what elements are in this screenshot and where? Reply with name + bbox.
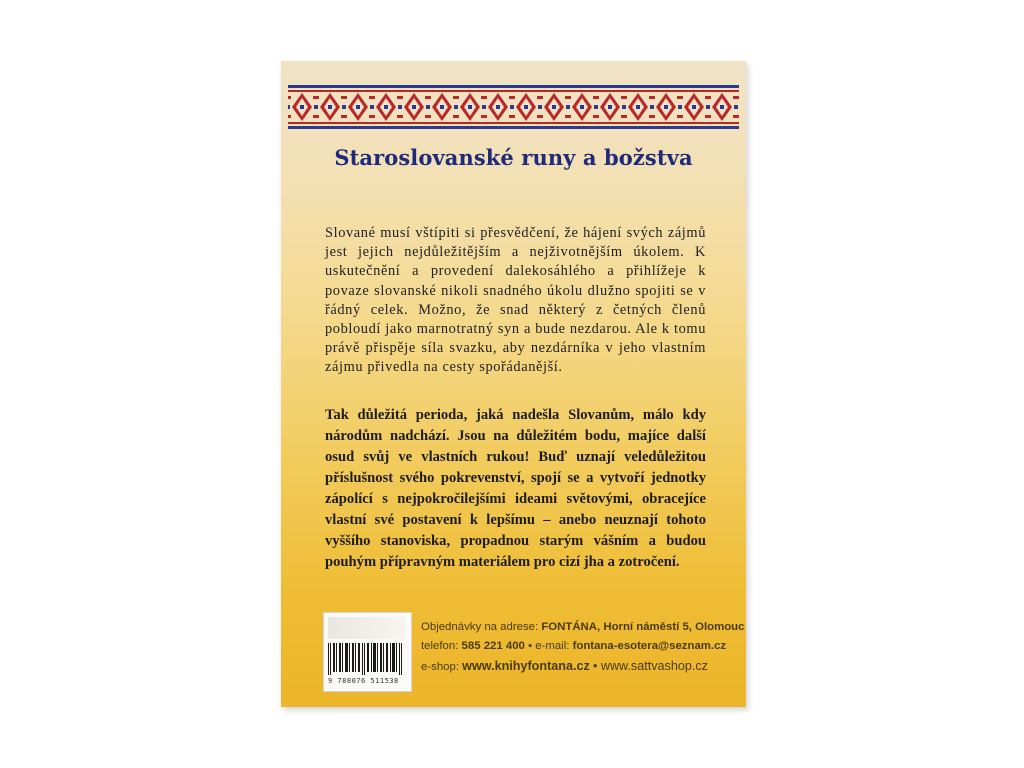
eshop-line — [421, 657, 744, 677]
price-sticker — [328, 617, 406, 639]
order-info — [421, 618, 744, 677]
book-title: Staroslovanské runy a božstva — [334, 145, 693, 170]
body-paragraph-2-bold: Tak důležitá perioda, jaká nadešla Slovanům, málo kdy národům nadchází. Jsou na důležitém bodu, majíce další osud svůj ve vlastních rukou! Buď uznají veledůležitou příslušnost svého pokrevenství, spojí se a vytvoří jednotky zápolící s nejpokročilejšími ideami světovými, obracejíce vlastní své postavení k lepšímu – anebo neuznají tohoto vyššího stanoviska, propadnou starým vášním a budou pouhým přípravným materiálem pro cizí jha a zotročení. — [325, 407, 706, 570]
phone-number: 585 221 400 — [461, 640, 525, 653]
folk-ornament-border — [281, 83, 746, 131]
barcode-sticker — [323, 612, 412, 692]
eshop-url[interactable]: www.knihyfontana.cz — [462, 658, 590, 673]
eshop-url-2[interactable]: • www.sattvashop.cz — [592, 658, 708, 673]
order-line — [421, 618, 744, 637]
phone-line — [421, 637, 744, 656]
book-back-cover — [281, 61, 746, 707]
isbn-digits: 9 788076 511538 — [328, 677, 399, 685]
body-paragraph-1: Slované musí vštípiti si přesvědčení, že hájení svých zájmů jest jejich nejdůležitějším a nejživotnějším úkolem. K uskutečnění a provedení dalekosáhlého a přihlížeje k povaze slovanské nikoli snadného úkolu dlužno spojiti se v řádný celek. Možno, že snad některý z četných členů pobloudí jako marnotratný syn a bude nezdarou. Ale k tomu právě přispěje síla svazku, aby nezdárníka v jeho vlastním zájmu přivedla na cesty spořádanější. — [325, 225, 706, 376]
barcode-icon — [326, 643, 408, 677]
publisher-address: FONTÁNA, Horní náměstí 5, Olomouc — [541, 621, 745, 633]
eshop-label: e-shop: — [421, 660, 459, 673]
order-label: Objednávky na adrese: — [421, 621, 539, 633]
email-address[interactable]: fontana-esotera@seznam.cz — [572, 640, 727, 653]
email-label: • e-mail: — [528, 640, 570, 653]
phone-label: telefon: — [421, 640, 459, 653]
